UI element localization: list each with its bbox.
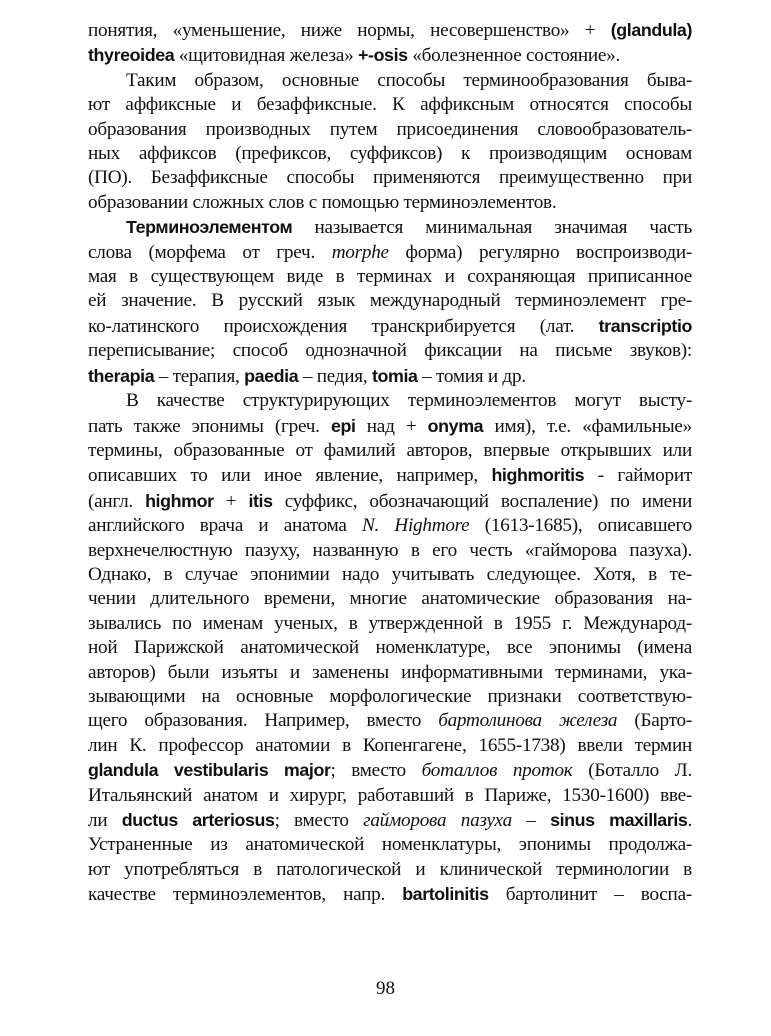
- text-line: [88, 833, 692, 857]
- text-line: [88, 43, 692, 68]
- text-line: [88, 215, 692, 240]
- text-segment: ных аффиксов (префиксов, суффиксов) к производящим основам: [88, 143, 692, 165]
- bold-term: (glandula): [610, 20, 692, 40]
- text-segment: В качестве структурирующих терминоэлементов могут высту-: [126, 390, 692, 412]
- text-segment: ко-латинского происхождения транскрибируется (лат.: [88, 315, 599, 337]
- text-segment: – томия и др.: [417, 365, 526, 387]
- text-line: [88, 389, 692, 413]
- text-segment: (англ.: [88, 490, 146, 512]
- text-line: [88, 142, 692, 166]
- text-line: [88, 882, 692, 907]
- italic-term: бартолинова железа: [438, 710, 618, 732]
- text-segment: бартолинит – воспа-: [488, 884, 692, 906]
- text-line: [88, 18, 692, 43]
- text-segment: образовании сложных слов с помощью терминоэлементов.: [88, 191, 557, 213]
- text-line: [88, 587, 692, 611]
- text-segment: авторов) были изъяты и заменены информативными терминами, ука-: [88, 661, 692, 683]
- text-segment: называется минимальная значимая часть: [292, 217, 692, 239]
- italic-term: morphe: [331, 241, 389, 263]
- text-segment: – педия,: [298, 365, 372, 387]
- text-line: [88, 289, 692, 313]
- bold-term: highmor: [145, 490, 214, 511]
- text-line: [88, 636, 692, 660]
- text-segment: чении длительного времени, многие анатомические образования на-: [88, 588, 692, 610]
- text-segment: (1613-1685), описавшего: [469, 515, 692, 537]
- text-line: [88, 265, 692, 289]
- text-line: [88, 514, 692, 538]
- text-segment: Устраненные из анатомической номенклатуры, эпонимы продолжа-: [88, 834, 692, 856]
- bold-term: epi: [330, 415, 356, 436]
- text-segment: форма) регулярно воспроизводи-: [388, 241, 692, 263]
- text-segment: ют употребляться в патологической и клинической терминологии в: [88, 858, 692, 880]
- text-segment: термины, образованные от фамилий авторов, впервые открывших или: [88, 439, 692, 461]
- text-segment: (Боталло Л.: [572, 760, 692, 782]
- text-segment: понятия, «уменьшение, ниже нормы, несовершенство» +: [88, 20, 611, 41]
- text-segment: (ПО). Безаффиксные способы применяются преимущественно при: [88, 167, 692, 189]
- text-line: [88, 784, 692, 808]
- bold-term: onyma: [427, 415, 484, 436]
- text-segment: - гайморит: [584, 465, 692, 487]
- text-segment: ей значение. В русский язык международный терминоэлемент гре-: [88, 290, 692, 312]
- text-line: [88, 339, 692, 363]
- text-line: [88, 364, 692, 389]
- text-segment: зывались по именам ученых, в утвержденной в 1955 г. Международ-: [88, 612, 692, 634]
- text-segment: –: [511, 810, 551, 831]
- text-segment: ной Парижской анатомической номенклатуре, все эпонимы (имена: [88, 637, 692, 659]
- body-text: [88, 18, 692, 908]
- bold-term: itis: [248, 490, 273, 511]
- text-segment: описавших то или иное явление, например,: [88, 465, 492, 487]
- bold-term: ductus arteriosus: [121, 810, 275, 830]
- text-segment: ют аффиксные и безаффиксные. К аффиксным относятся способы: [88, 94, 692, 116]
- text-line: [88, 414, 692, 439]
- text-line: [88, 191, 692, 215]
- text-line: [88, 118, 692, 142]
- text-line: [88, 463, 692, 488]
- bold-term: glandula vestibularis major: [88, 760, 331, 781]
- text-line: [88, 858, 692, 882]
- bold-term: +-osis: [358, 45, 408, 66]
- page-number: 98: [376, 978, 395, 999]
- text-line: [88, 734, 692, 758]
- text-segment: ; вместо: [274, 810, 364, 831]
- text-segment: ли: [88, 810, 122, 831]
- bold-term: highmoritis: [491, 465, 585, 486]
- text-line: [88, 489, 692, 514]
- text-segment: ; вместо: [330, 760, 422, 782]
- bold-term: Терминоэлементом: [126, 217, 293, 238]
- text-line: [88, 808, 692, 833]
- text-segment: верхнечелюстную пазуху, названную в его честь «гайморова пазуха).: [88, 539, 692, 561]
- bold-term: therapia: [88, 365, 155, 386]
- text-line: [88, 685, 692, 709]
- text-segment: переписывание; способ однозначной фиксации на письме звуков):: [88, 340, 692, 362]
- text-segment: над +: [355, 415, 428, 437]
- italic-term: боталлов проток: [421, 760, 573, 782]
- text-segment: слова (морфема от греч.: [88, 241, 332, 263]
- text-line: [88, 241, 692, 265]
- text-segment: Однако, в случае эпонимии надо учитывать следующее. Хотя, в те-: [88, 563, 692, 585]
- text-segment: – терапия,: [154, 365, 245, 387]
- text-segment: пать также эпонимы (греч.: [88, 415, 331, 437]
- text-line: [88, 661, 692, 685]
- text-segment: образования производных путем присоединения словообразователь-: [88, 118, 692, 140]
- text-line: [88, 69, 692, 93]
- text-line: [88, 758, 692, 783]
- text-line: [88, 709, 692, 733]
- text-segment: лин К. профессор анатомии в Копенгагене, 1655-1738) ввели термин: [88, 734, 692, 756]
- text-segment: (Барто-: [617, 710, 692, 732]
- text-segment: суффикс, обозначающий воспаление) по имени: [272, 490, 692, 512]
- bold-term: sinus maxillaris: [550, 810, 688, 830]
- text-line: [88, 314, 692, 339]
- bold-term: transcriptio: [598, 315, 692, 336]
- bold-term: tomia: [371, 365, 418, 386]
- text-segment: английского врача и анатома: [88, 515, 362, 537]
- text-line: [88, 563, 692, 587]
- text-segment: качестве терминоэлементов, напр.: [88, 884, 403, 906]
- text-line: [88, 166, 692, 190]
- bold-term: paedia: [244, 365, 299, 386]
- text-segment: «болезненное состояние».: [407, 45, 621, 67]
- text-line: [88, 539, 692, 563]
- text-segment: зывающими на основные морфологические признаки соответствую-: [88, 685, 692, 707]
- text-segment: имя), т.е. «фамильные»: [483, 415, 692, 437]
- italic-term: гайморова пазуха: [363, 810, 512, 831]
- text-segment: мая в существующем виде в терминах и сохраняющая приписанное: [88, 266, 692, 288]
- italic-term: N. Highmore: [361, 515, 470, 537]
- text-segment: щего образования. Например, вместо: [88, 710, 439, 732]
- text-segment: Итальянский анатом и хирург, работавший в Париже, 1530-1600) вве-: [88, 784, 692, 806]
- text-segment: +: [213, 490, 249, 512]
- text-line: [88, 93, 692, 117]
- bold-term: thyreoidea: [88, 45, 175, 66]
- text-line: [88, 439, 692, 463]
- text-segment: Таким образом, основные способы терминообразования быва-: [126, 69, 692, 91]
- text-line: [88, 612, 692, 636]
- text-segment: «щитовидная железа»: [174, 45, 358, 67]
- text-segment: .: [687, 810, 693, 831]
- bold-term: bartolinitis: [402, 884, 489, 905]
